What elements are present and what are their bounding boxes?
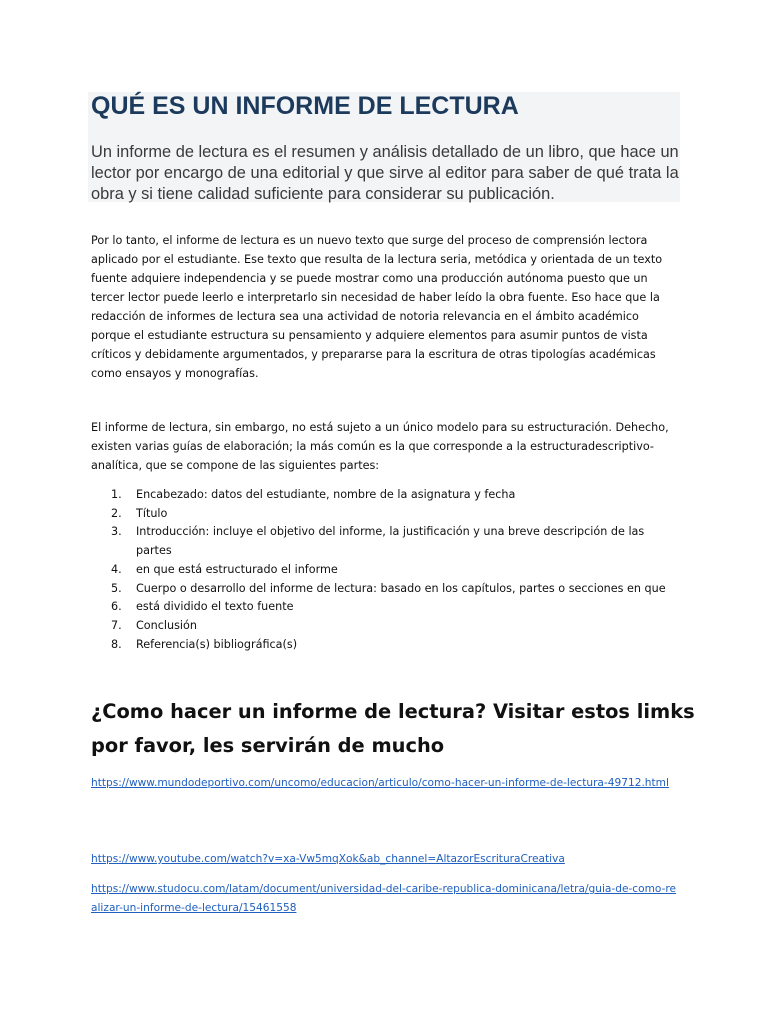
list-item xyxy=(91,505,671,524)
section-heading: ¿Como hacer un informe de lectura? Visitar estos limks por favor, les servirán de mucho xyxy=(91,700,695,757)
list-number: 3. xyxy=(111,525,122,539)
page-title: QUÉ ES UN INFORME DE LECTURA xyxy=(91,92,519,120)
list-item-text: Referencia(s) bibliográfica(s) xyxy=(136,637,298,651)
body-paragraph-2: El informe de lectura, sin embargo, no está sujeto a un único modelo para su estructuración. Dehecho, existen varias guías de elaboración; la más común es la que corresponde a la estructuradescriptivo-analítica, que se compone de las siguientes partes: xyxy=(91,421,669,472)
intro-paragraph: Un informe de lectura es el resumen y análisis detallado de un libro, que hace un lector por encargo de una editorial y que sirve al editor para saber de qué trata la obra y si tiene calidad suficiente para considerar su publicación. xyxy=(91,143,679,203)
list-item-text: en que está estructurado el informe xyxy=(136,562,338,576)
reference-link-youtube[interactable]: https://www.youtube.com/watch?v=xa-Vw5mqXok&ab_channel=AltazorEscrituraCreativa xyxy=(91,853,565,865)
list-number: 2. xyxy=(111,506,122,520)
list-number: 8. xyxy=(111,637,122,651)
reference-link-mundodeportivo[interactable]: https://www.mundodeportivo.com/uncomo/educacion/articulo/como-hacer-un-informe-de-lectura-49712.html xyxy=(91,777,669,789)
list-item-text: Cuerpo o desarrollo del informe de lectura: basado en los capítulos, partes o secciones en que xyxy=(136,581,666,595)
list-number: 1. xyxy=(111,488,122,501)
list-item-text: está dividido el texto fuente xyxy=(136,600,294,614)
reference-link-studocu[interactable]: https://www.studocu.com/latam/document/universidad-del-caribe-republica-dominicana/letra/guia-de-como-realizar-un-informe-de-lectura/15461558 xyxy=(91,883,677,914)
list-item-text: Título xyxy=(136,506,168,520)
list-item xyxy=(91,523,671,560)
list-item xyxy=(91,561,671,580)
parts-list xyxy=(91,486,671,654)
list-item xyxy=(91,636,671,655)
list-item xyxy=(91,617,671,636)
list-item xyxy=(91,598,671,617)
body-paragraph-1: Por lo tanto, el informe de lectura es un nuevo texto que surge del proceso de comprensión lectora aplicado por el estudiante. Ese texto que resulta de la lectura seria, metódica y orientada de un texto fuente adquiere independencia y se puede mostrar como una producción autónoma puesto que un tercer lector puede leerlo e interpretarlo sin necesidad de haber leído la obra fuente. Eso hace que la redacción de informes de lectura sea una actividad de notoria relevancia en el ámbito académico porque el estudiante estructura su pensamiento y adquiere elementos para asumir puntos de vista críticos y debidamente argumentados, y prepararse para la escritura de otras tipologías académicas como ensayos y monografías. xyxy=(91,234,663,380)
list-item-text: Encabezado: datos del estudiante, nombre de la asignatura y fecha xyxy=(136,488,516,501)
list-number: 5. xyxy=(111,581,122,595)
list-item-text: Introducción: incluye el objetivo del informe, la justificación y una breve descripción de las partes xyxy=(136,525,645,558)
list-item xyxy=(91,580,671,599)
list-number: 7. xyxy=(111,618,122,632)
list-item xyxy=(91,486,671,505)
list-number: 6. xyxy=(111,600,122,614)
list-item-text: Conclusión xyxy=(136,618,197,632)
list-number: 4. xyxy=(111,562,122,576)
